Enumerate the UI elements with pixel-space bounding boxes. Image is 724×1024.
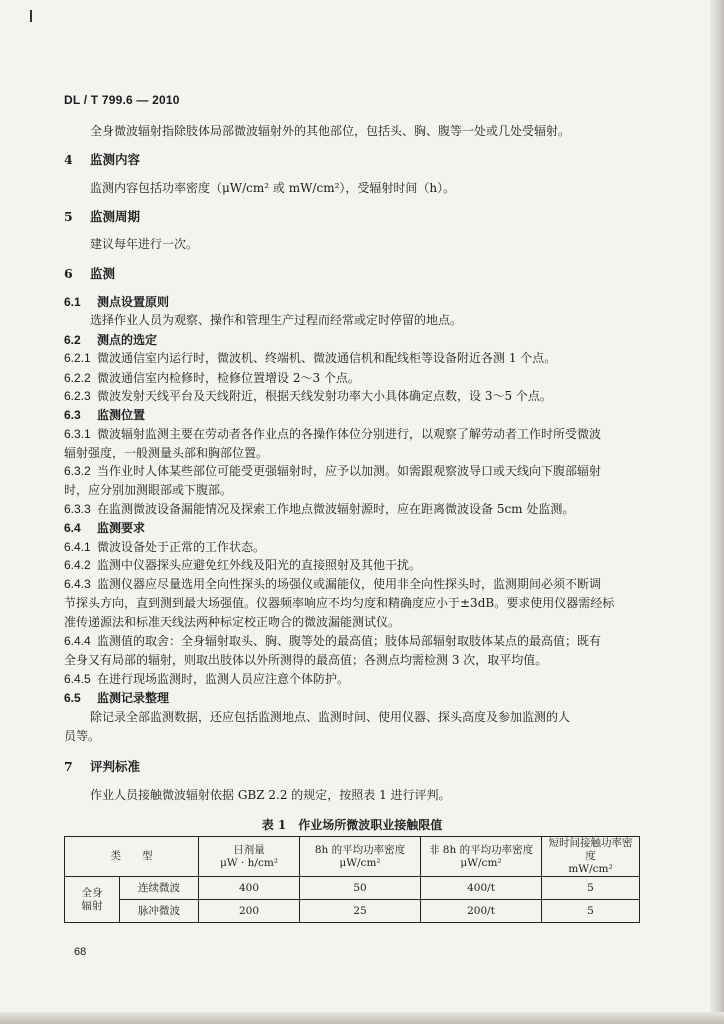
section-4-body: 监测内容包括功率密度（μW/cm² 或 mW/cm²），受辐射时间（h）。 [90,181,456,195]
clause-6-3-1-continued: 辐射强度，一般测量头部和胸部位置。 [64,446,269,460]
header-daily-dose: 日剂量 μW · h/cm² [199,837,300,877]
cell-short: 5 [542,877,640,900]
cell-short: 5 [542,900,640,923]
section-5-body: 建议每年进行一次。 [90,237,199,251]
section-number: 6.4 [64,521,81,535]
cell-non8h: 200/t [421,900,542,923]
table-header-row [65,837,640,877]
clause-6-4-3-continued-1: 节探头方向，直到测到最大场强值。仪器频率响应不均匀度和精确度应小于±3dB。要求使用仪器需经标 [64,596,615,610]
section-number: 4 [64,152,73,167]
section-6-5-body-continued: 员等。 [64,729,101,743]
section-number: 6.1 [64,295,81,309]
cell-daily: 400 [199,877,300,900]
section-title: 监测记录整理 [97,691,170,705]
clause-6-3-2: 6.3.2 当作业时人体某些部位可能受更强辐射时，应予以加测。如需跟观察波导口或天线向下腹部辐射 [64,464,602,478]
exposure-limits-table [64,836,640,923]
section-6-3-heading [64,407,145,423]
section-4-heading [64,152,140,168]
cell-daily: 200 [199,900,300,923]
page-number: 68 [74,946,87,958]
section-title: 监测内容 [90,152,141,167]
clause-6-4-1: 6.4.1 微波设备处于正常的工作状态。 [64,540,266,554]
clause-6-4-5: 6.4.5 在进行现场监测时，监测人员应注意个体防护。 [64,672,350,686]
section-title: 测点的选定 [97,333,158,347]
clause-6-4-3-continued-2: 准传递源法和标准天线法两种标定校正吻合的微波漏能测试仪。 [64,615,401,629]
clause-6-2-3: 6.2.3 微波发射天线平台及天线附近，根据天线发射功率大小具体确定点数，设 3～5 个点。 [64,389,552,403]
section-title: 监测位置 [97,408,146,422]
section-number: 5 [64,209,73,224]
section-7-body: 作业人员接触微波辐射依据 GBZ 2.2 的规定，按照表 1 进行评判。 [90,788,451,802]
scan-corner-mark [30,10,32,22]
cell-type: 连续微波 [120,877,199,900]
section-7-heading [64,759,140,775]
table-row [65,900,640,923]
cell-8h: 25 [300,900,421,923]
clause-6-2-2: 6.2.2 微波通信室内检修时，检修位置增设 2～3 个点。 [64,371,360,385]
group-cell: 全身 辐射 [65,877,120,923]
section-number: 6.3 [64,408,81,422]
standard-header: DL / T 799.6 — 2010 [64,93,180,107]
clause-6-4-2: 6.4.2 监测中仪器探头应避免红外线及阳光的直接照射及其他干扰。 [64,558,422,572]
section-title: 评判标准 [90,759,141,774]
section-6-1-heading [64,294,169,310]
section-6-2-heading [64,332,157,348]
section-6-heading [64,266,115,282]
section-title: 监测要求 [97,521,146,535]
cell-type: 脉冲微波 [120,900,199,923]
section-number: 6.2 [64,333,81,347]
header-short-term: 短时间接触功率密度 mW/cm² [542,837,640,877]
clause-6-4-4: 6.4.4 监测值的取舍：全身辐射取头、胸、腹等处的最高值；肢体局部辐射取肢体某点的最高值；既有 [64,634,602,648]
section-title: 监测周期 [90,209,141,224]
cell-non8h: 400/t [421,877,542,900]
section-number: 6.5 [64,691,81,705]
section-number: 6 [64,266,73,281]
clause-6-4-4-continued: 全身又有局部的辐射，则取出肢体以外所测得的最高值；各测点均需检测 3 次，取平均值。 [64,653,548,667]
section-title: 测点设置原则 [97,295,170,309]
clause-6-4-3: 6.4.3 监测仪器应尽量选用全向性探头的场强仪或漏能仪，使用非全向性探头时，监测期间必须不断调 [64,577,602,591]
section-6-5-body: 除记录全部监测数据，还应包括监测地点、监测时间、使用仪器、探头高度及参加监测的人 [90,710,571,724]
section-6-1-body: 选择作业人员为观察、操作和管理生产过程而经常或定时停留的地点。 [90,313,463,327]
section-title: 监测 [90,266,116,281]
clause-6-3-1: 6.3.1 微波辐射监测主要在劳动者各作业点的各操作体位分别进行，以观察了解劳动者工作时所受微波 [64,427,602,441]
page-bottom-shadow [0,1012,724,1024]
header-8h-average: 8h 的平均功率密度 μW/cm² [300,837,421,877]
table-title: 表 1 作业场所微波职业接触限值 [261,818,443,832]
clause-6-3-3: 6.3.3 在监测微波设备漏能情况及探索工作地点微波辐射源时，应在距离微波设备 5cm 处监测。 [64,502,575,516]
table-row [65,877,640,900]
section-number: 7 [64,759,73,774]
page-edge-shadow [710,0,724,1024]
header-non-8h-average: 非 8h 的平均功率密度 μW/cm² [421,837,542,877]
section-5-heading [64,209,140,225]
cell-8h: 50 [300,877,421,900]
section-6-5-heading [64,690,169,706]
header-type: 类 型 [65,837,199,877]
intro-paragraph: 全身微波辐射指除肢体局部微波辐射外的其他部位，包括头、胸、腹等一处或几处受辐射。 [90,124,571,138]
clause-6-3-2-continued: 时，应分别加测眼部或下腹部。 [64,483,233,497]
clause-6-2-1: 6.2.1 微波通信室内运行时，微波机、终端机、微波通信机和配线柜等设备附近各测 1 个点。 [64,351,557,365]
section-6-4-heading [64,520,145,536]
